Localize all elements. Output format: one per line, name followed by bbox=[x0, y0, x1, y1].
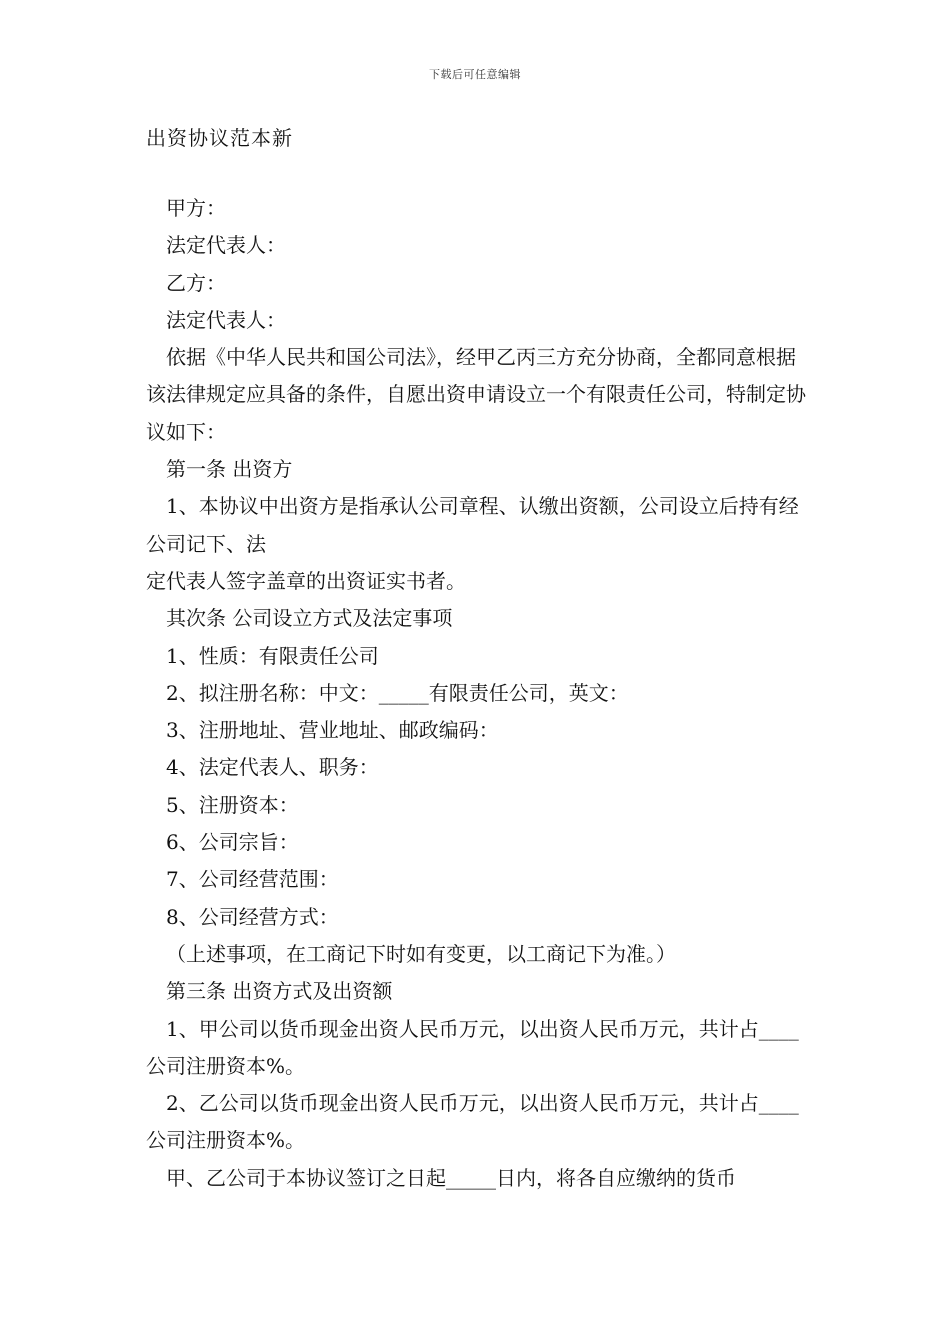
article-1-clause-1: 1、本协议中出资方是指承认公司章程、认缴出资额，公司设立后持有经公司记下、法 bbox=[146, 494, 799, 556]
preamble-paragraph: 依据《中华人民共和国公司法》，经甲乙丙三方充分协商，全都同意根据该法律规定应具备的条件，自愿出资申请设立一个有限责任公司，特制定协议如下： bbox=[146, 345, 806, 444]
article-3-clause-1: 1、甲公司以货币现金出资人民币万元，以出资人民币万元，共计占____公司注册资本%。 bbox=[146, 1016, 799, 1078]
party-b-representative-line: 法定代表人： bbox=[166, 307, 286, 332]
party-a-line: 甲方： bbox=[166, 196, 226, 220]
article-2-item-1: 1、性质：有限责任公司 bbox=[166, 643, 379, 668]
article-1-heading: 第一条 出资方 bbox=[166, 457, 293, 482]
document-body bbox=[146, 190, 806, 1197]
article-2-item-8: 8、公司经营方式： bbox=[166, 904, 339, 929]
article-2-item-3: 3、注册地址、营业地址、邮政编码： bbox=[166, 718, 499, 743]
article-2-item-2: 2、拟注册名称：中文：_____有限责任公司，英文： bbox=[166, 680, 629, 705]
document-title: 出资协议范本新 bbox=[146, 126, 293, 150]
article-3-clause-2: 2、乙公司以货币现金出资人民币万元，以出资人民币万元，共计占____公司注册资本%。 bbox=[146, 1091, 799, 1153]
article-3-payment-paragraph: 甲、乙公司于本协议签订之日起_____日内，将各自应缴纳的货币 bbox=[166, 1165, 736, 1190]
article-2-item-7: 7、公司经营范围： bbox=[166, 867, 339, 892]
article-2-note: （上述事项，在工商记下时如有变更，以工商记下为准。） bbox=[166, 941, 676, 966]
party-b-line: 乙方： bbox=[166, 270, 226, 295]
article-2-item-6: 6、公司宗旨： bbox=[166, 830, 299, 855]
article-2-heading: 其次条 公司设立方式及法定事项 bbox=[166, 606, 453, 631]
article-2-item-5: 5、注册资本： bbox=[166, 792, 299, 817]
article-1-clause-1-continued: 定代表人签字盖章的出资证实书者。 bbox=[146, 568, 466, 593]
running-header: 下载后可任意编辑 bbox=[429, 68, 521, 81]
article-3-heading: 第三条 出资方式及出资额 bbox=[166, 979, 393, 1004]
party-a-representative-line: 法定代表人： bbox=[166, 233, 286, 258]
article-2-item-4: 4、法定代表人、职务： bbox=[166, 755, 379, 780]
